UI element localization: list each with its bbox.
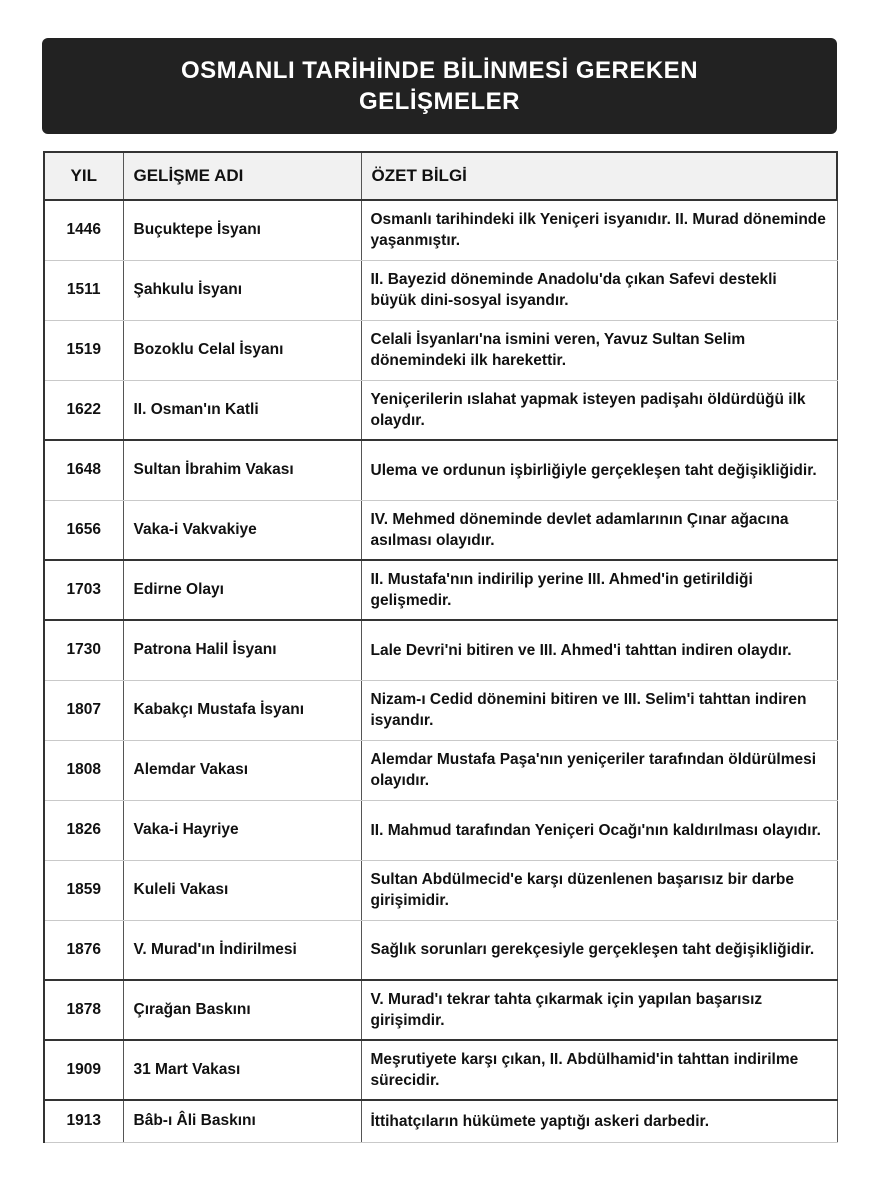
name-cell: Şahkulu İsyanı	[123, 260, 361, 320]
summary-cell: Osmanlı tarihindeki ilk Yeniçeri isyanıdır. II. Murad döneminde yaşanmıştır.	[361, 200, 837, 260]
name-cell: Kuleli Vakası	[123, 860, 361, 920]
summary-cell: Sağlık sorunları gerekçesiyle gerçekleşen taht değişikliğidir.	[361, 920, 837, 980]
table-body	[44, 200, 837, 1142]
table-row	[44, 740, 837, 800]
name-cell: Bozoklu Celal İsyanı	[123, 320, 361, 380]
year-cell: 1859	[44, 860, 123, 920]
summary-cell: Yeniçerilerin ıslahat yapmak isteyen padişahı öldürdüğü ilk olaydır.	[361, 380, 837, 440]
title-banner	[42, 38, 837, 134]
table-row	[44, 980, 837, 1040]
summary-cell: Alemdar Mustafa Paşa'nın yeniçeriler tarafından öldürülmesi olayıdır.	[361, 740, 837, 800]
year-cell: 1878	[44, 980, 123, 1040]
year-cell: 1656	[44, 500, 123, 560]
name-cell: Çırağan Baskını	[123, 980, 361, 1040]
year-cell: 1730	[44, 620, 123, 680]
table-row	[44, 500, 837, 560]
year-cell: 1519	[44, 320, 123, 380]
year-cell: 1826	[44, 800, 123, 860]
table-row	[44, 320, 837, 380]
name-cell: Sultan İbrahim Vakası	[123, 440, 361, 500]
name-cell: Kabakçı Mustafa İsyanı	[123, 680, 361, 740]
table-row	[44, 920, 837, 980]
page-title-line-1: OSMANLI TARİHİNDE BİLİNMESİ GEREKEN	[180, 57, 699, 84]
year-cell: 1807	[44, 680, 123, 740]
year-cell: 1622	[44, 380, 123, 440]
year-cell: 1648	[44, 440, 123, 500]
column-header-year: YIL	[44, 152, 123, 200]
name-cell: 31 Mart Vakası	[123, 1040, 361, 1100]
table-row	[44, 680, 837, 740]
table-row	[44, 1040, 837, 1100]
table-row	[44, 380, 837, 440]
column-header-name: GELİŞME ADI	[123, 152, 361, 200]
events-table	[43, 151, 838, 1143]
name-cell: Bâb-ı Âli Baskını	[123, 1100, 361, 1142]
name-cell: Buçuktepe İsyanı	[123, 200, 361, 260]
year-cell: 1876	[44, 920, 123, 980]
year-cell: 1446	[44, 200, 123, 260]
summary-cell: Lale Devri'ni bitiren ve III. Ahmed'i tahttan indiren olaydır.	[361, 620, 837, 680]
name-cell: Patrona Halil İsyanı	[123, 620, 361, 680]
name-cell: II. Osman'ın Katli	[123, 380, 361, 440]
name-cell: Alemdar Vakası	[123, 740, 361, 800]
name-cell: V. Murad'ın İndirilmesi	[123, 920, 361, 980]
year-cell: 1808	[44, 740, 123, 800]
table-row	[44, 560, 837, 620]
table-row	[44, 860, 837, 920]
events-table-container	[43, 151, 836, 1143]
page-title-line-2: GELİŞMELER	[358, 88, 520, 115]
summary-cell: V. Murad'ı tekrar tahta çıkarmak için yapılan başarısız girişimdir.	[361, 980, 837, 1040]
table-row	[44, 200, 837, 260]
table-row	[44, 800, 837, 860]
summary-cell: İttihatçıların hükümete yaptığı askeri darbedir.	[361, 1100, 837, 1142]
summary-cell: Sultan Abdülmecid'e karşı düzenlenen başarısız bir darbe girişimidir.	[361, 860, 837, 920]
table-row	[44, 260, 837, 320]
summary-cell: Nizam-ı Cedid dönemini bitiren ve III. Selim'i tahttan indiren isyandır.	[361, 680, 837, 740]
year-cell: 1909	[44, 1040, 123, 1100]
name-cell: Vaka-i Vakvakiye	[123, 500, 361, 560]
table-header-row	[44, 152, 837, 200]
table-row	[44, 440, 837, 500]
summary-cell: II. Bayezid döneminde Anadolu'da çıkan Safevi destekli büyük dini-sosyal isyandır.	[361, 260, 837, 320]
summary-cell: Celali İsyanları'na ismini veren, Yavuz Sultan Selim dönemindeki ilk harekettir.	[361, 320, 837, 380]
column-header-summary: ÖZET BİLGİ	[361, 152, 837, 200]
table-row	[44, 1100, 837, 1142]
summary-cell: Ulema ve ordunun işbirliğiyle gerçekleşen taht değişikliğidir.	[361, 440, 837, 500]
year-cell: 1703	[44, 560, 123, 620]
summary-cell: IV. Mehmed döneminde devlet adamlarının Çınar ağacına asılması olayıdır.	[361, 500, 837, 560]
year-cell: 1913	[44, 1100, 123, 1142]
name-cell: Vaka-i Hayriye	[123, 800, 361, 860]
table-row	[44, 620, 837, 680]
summary-cell: II. Mustafa'nın indirilip yerine III. Ahmed'in getirildiği gelişmedir.	[361, 560, 837, 620]
summary-cell: Meşrutiyete karşı çıkan, II. Abdülhamid'in tahttan indirilme sürecidir.	[361, 1040, 837, 1100]
year-cell: 1511	[44, 260, 123, 320]
summary-cell: II. Mahmud tarafından Yeniçeri Ocağı'nın kaldırılması olayıdır.	[361, 800, 837, 860]
name-cell: Edirne Olayı	[123, 560, 361, 620]
